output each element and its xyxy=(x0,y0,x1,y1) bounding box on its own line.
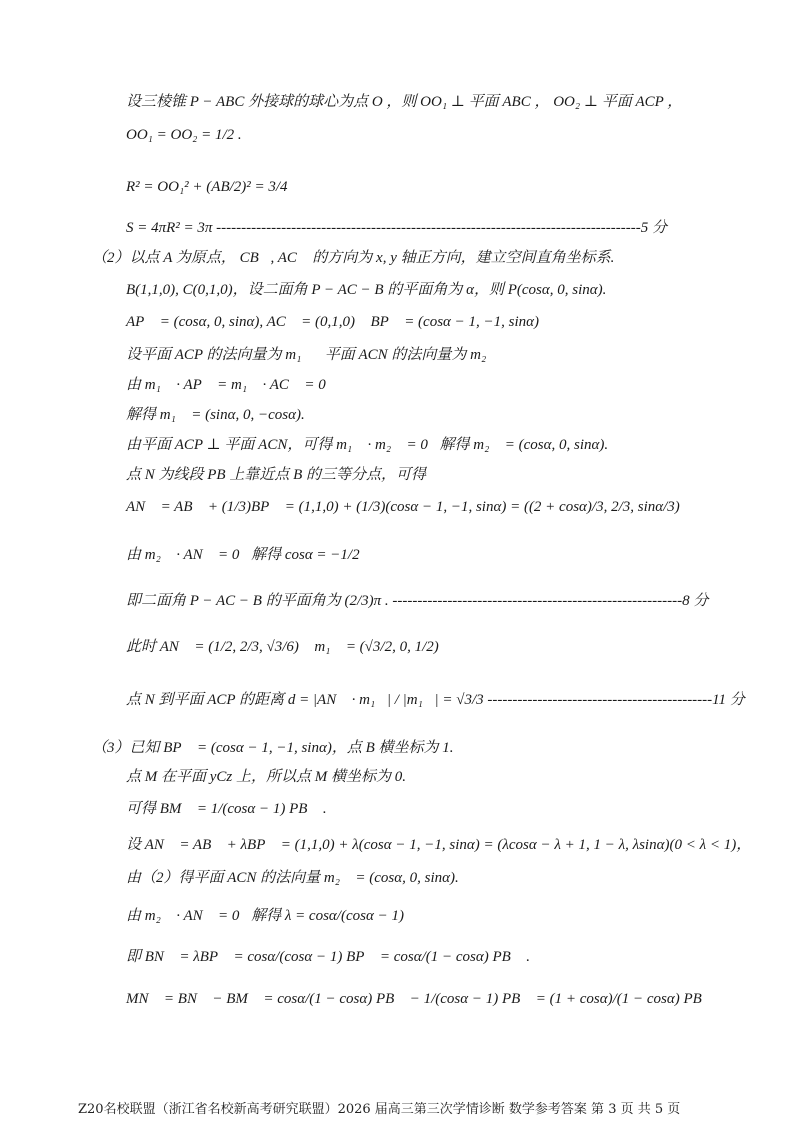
solution-line: OO₁ = OO₂ = 1/2 . xyxy=(126,127,242,143)
solution-line: 设平面 ACP 的法向量为 m₁⃗，平面 ACN 的法向量为 m₂⃗， xyxy=(126,347,510,363)
solution-line: AN⃗ = AB⃗ + (1/3)BP⃗ = (1,1,0) + (1/3)(cosα − 1, −1, sinα) = ((2 + cosα)/3, 2/3, sinα/3) xyxy=(126,499,680,515)
solution-line: 点 M 在平面 yCz 上，所以点 M 横坐标为 0. xyxy=(126,769,406,785)
solution-line: 即 BN⃗ = λBP⃗ = cosα/(cosα − 1) BP⃗ = cosα/(1 − cosα) PB⃗ . xyxy=(126,949,530,965)
solution-line: 解得 m₁⃗ = (sinα, 0, −cosα). xyxy=(126,407,305,423)
solution-line: 由 m₂⃗ · AN⃗ = 0，解得 cosα = −1/2 xyxy=(126,547,360,563)
solution-line: （2）以点 A 为原点， CB⃗, AC⃗ 的方向为 x, y 轴正方向，建立空间直角坐标系. xyxy=(92,250,615,266)
solution-line: （3）已知 BP⃗ = (cosα − 1, −1, sinα)，点 B 横坐标为 1. xyxy=(92,740,454,756)
solution-line: 设三棱锥 P − ABC 外接球的球心为点 O ，则 OO₁ ⊥ 平面 ABC ， OO₂ ⊥ 平面 ACP ， xyxy=(126,94,683,110)
page-footer: Z20名校联盟（浙江省名校新高考研究联盟）2026 届高三第三次学情诊断 数学参考答案 第 3 页 共 5 页 xyxy=(78,1102,681,1117)
solution-line: MN⃗ = BN⃗ − BM⃗ = cosα/(1 − cosα) PB⃗ − 1/(cosα − 1) PB⃗ = (1 + cosα)/(1 − cosα) PB⃗ xyxy=(126,991,714,1007)
solution-line: 由平面 ACP ⊥ 平面 ACN，可得 m₁⃗ · m₂⃗ = 0，解得 m₂⃗ = (cosα, 0, sinα). xyxy=(126,437,609,453)
solution-line: 点 N 为线段 PB 上靠近点 B 的三等分点，可得 xyxy=(126,467,426,483)
solution-line: 可得 BM⃗ = 1/(cosα − 1) PB⃗ . xyxy=(126,801,327,817)
solution-line: 点 N 到平面 ACP 的距离 d = |AN⃗ · m₁⃗| / |m₁⃗| = √3/3 ---------------------------------------------11 分 xyxy=(126,692,745,708)
solution-line: AP⃗ = (cosα, 0, sinα), AC⃗ = (0,1,0)， BP⃗ = (cosα − 1, −1, sinα) xyxy=(126,314,540,330)
solution-line: 由 m₁⃗ · AP⃗ = m₁⃗ · AC⃗ = 0， xyxy=(126,377,338,393)
solution-line: 此时 AN⃗ = (1/2, 2/3, √3/6)， m₁⃗ = (√3/2, 0, 1/2) xyxy=(126,639,439,655)
solution-line: B(1,1,0), C(0,1,0)，设二面角 P − AC − B 的平面角为 α，则 P(cosα, 0, sinα). xyxy=(126,282,607,298)
solution-line: R² = OO₁² + (AB/2)² = 3/4 xyxy=(126,179,288,195)
solution-line: 由（2）得平面 ACN 的法向量 m₂⃗ = (cosα, 0, sinα). xyxy=(126,870,459,886)
solution-line: 设 AN⃗ = AB⃗ + λBP⃗ = (1,1,0) + λ(cosα − 1, −1, sinα) = (λcosα − λ + 1, 1 − λ, λsinα)(0 < λ < 1)， xyxy=(126,837,752,853)
solution-line: 即二面角 P − AC − B 的平面角为 (2/3)π . ----------------------------------------------------------8 分 xyxy=(126,593,709,609)
solution-line: S = 4πR² = 3π -------------------------------------------------------------------------------------5 分 xyxy=(126,220,668,236)
solution-line: 由 m₂⃗ · AN⃗ = 0，解得 λ = cosα/(cosα − 1) xyxy=(126,908,404,924)
